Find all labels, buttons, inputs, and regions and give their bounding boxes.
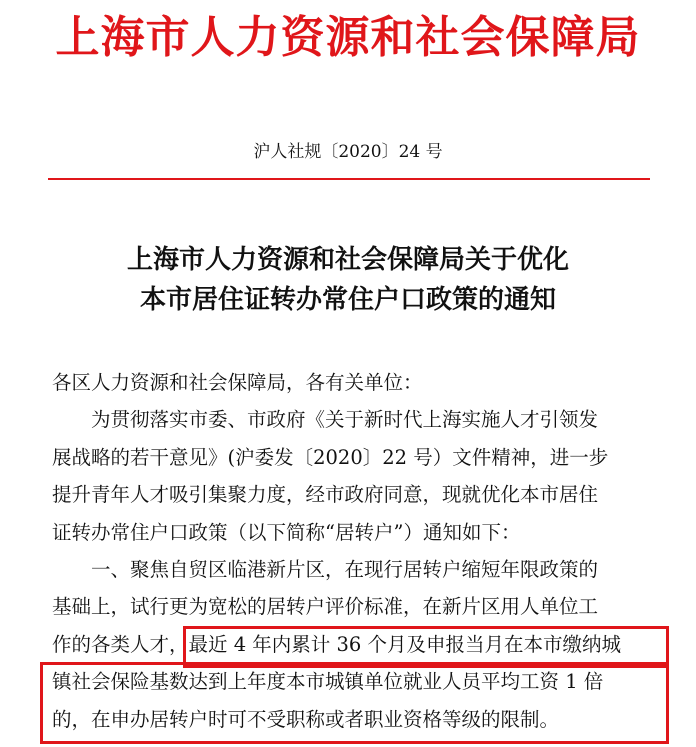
paragraph-line: 的，在申办居转户时可不受职称或者职业资格等级的限制。 — [52, 707, 560, 731]
paragraph-line: 展战略的若干意见》(沪委发〔2020〕22 号）文件精神，进一步 — [52, 445, 609, 469]
paragraph-line: 镇社会保险基数达到上年度本市城镇单位就业人员平均工资 1 倍 — [52, 670, 604, 694]
notice-title — [0, 240, 696, 320]
paragraph-line: 提升青年人才吸引集聚力度，经市政府同意，现就优化本市居住 — [52, 483, 599, 507]
red-divider-line — [48, 178, 650, 180]
paragraph-line: 一、聚焦自贸区临港新片区，在现行居转户缩短年限政策的 — [91, 557, 599, 581]
issuing-agency-title: 上海市人力资源和社会保障局 — [55, 12, 641, 63]
notice-title-line-2: 本市居住证转办常住户口政策的通知 — [139, 285, 556, 315]
document-number: 沪人社规〔2020〕24 号 — [253, 142, 443, 162]
paragraph-line: 证转办常住户口政策（以下简称“居转户”）通知如下： — [52, 520, 521, 544]
paragraph-line: 基础上，试行更为宽松的居转户评价标准，在新片区用人单位工 — [52, 595, 599, 619]
highlight-box-bottom — [40, 662, 669, 744]
paragraph-line: 为贯彻落实市委、市政府《关于新时代上海实施人才引领发 — [91, 408, 599, 432]
notice-title-line-1: 上海市人力资源和社会保障局关于优化 — [126, 245, 569, 275]
salutation-line: 各区人力资源和社会保障局，各有关单位： — [52, 371, 423, 394]
paragraph-line: 作的各类人才，最近 4 年内累计 36 个月及申报当月在本市缴纳城 — [52, 632, 622, 656]
